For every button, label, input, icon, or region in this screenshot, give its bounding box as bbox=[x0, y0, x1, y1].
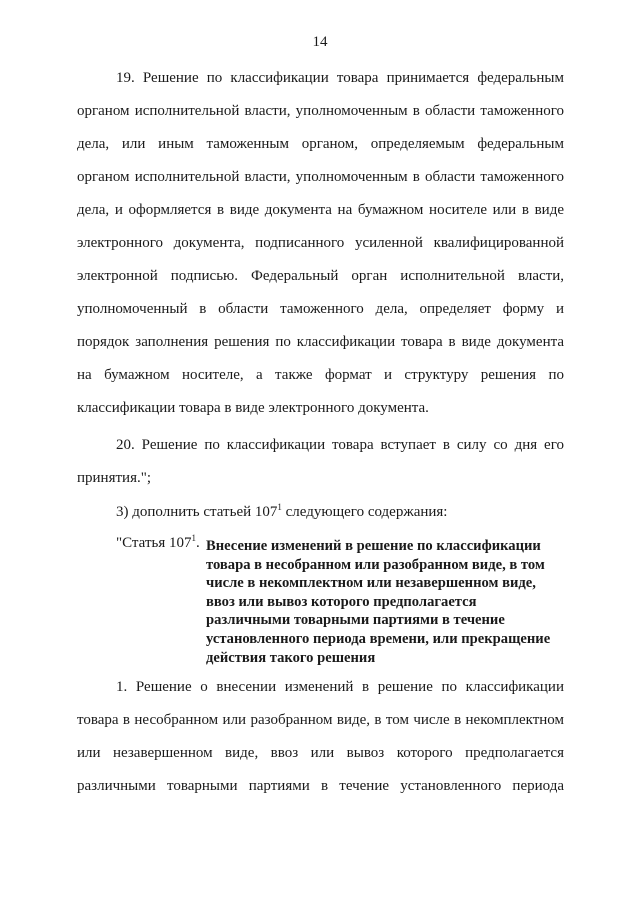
paragraph-line: принятия."; bbox=[77, 470, 152, 486]
article-title-line: ввоз или вывоз которого предполагается bbox=[206, 593, 477, 610]
item-3-text-after: следующего содержания: bbox=[281, 504, 448, 520]
paragraph-line: дела, или иным таможенным органом, определяемым федеральным bbox=[77, 136, 564, 152]
item-3-text-before: 3) дополнить статьей 107 bbox=[116, 504, 278, 520]
article-title-line: различными товарными партиями в течение bbox=[206, 612, 505, 629]
page-number: 14 bbox=[312, 34, 328, 50]
paragraph-line: органом исполнительной власти, уполномоченным в области таможенного bbox=[77, 169, 564, 185]
paragraph-line bbox=[116, 504, 564, 524]
article-label bbox=[116, 535, 200, 552]
article-title-line: товара в несобранном или разобранном виде, в том bbox=[206, 556, 545, 573]
paragraph-line: электронного документа, подписанного усиленной квалифицированной bbox=[77, 235, 564, 251]
paragraph-line: порядок заполнения решения по классификации товара в виде документа bbox=[77, 334, 564, 350]
article-suffix: . bbox=[195, 535, 200, 551]
paragraph-line: органом исполнительной власти, уполномоченным в области таможенного bbox=[77, 103, 564, 119]
article-title-line: установленного периода времени, или прекращение bbox=[206, 630, 551, 647]
paragraph-line: электронной подписью. Федеральный орган исполнительной власти, bbox=[77, 268, 564, 284]
paragraph-line: 1. Решение о внесении изменений в решение по классификации bbox=[116, 679, 564, 695]
article-title-line: числе в некомплектном или незавершенном виде, bbox=[206, 575, 536, 592]
paragraph-line: классификации товара в виде электронного документа. bbox=[77, 400, 429, 416]
paragraph-line: различными товарными партиями в течение установленного периода bbox=[77, 778, 564, 794]
paragraph-line: товара в несобранном или разобранном виде, в том числе в некомплектном bbox=[77, 712, 564, 728]
article-title-line: действия такого решения bbox=[206, 649, 376, 666]
article-title bbox=[206, 537, 562, 667]
paragraph-line: дела, и оформляется в виде документа на бумажном носителе или в виде bbox=[77, 202, 564, 218]
paragraph-line: 19. Решение по классификации товара принимается федеральным bbox=[116, 70, 564, 86]
paragraph-line: на бумажном носителе, а также формат и структуру решения по bbox=[77, 367, 564, 383]
paragraph-line: или незавершенном виде, ввоз или вывоз которого предполагается bbox=[77, 745, 564, 761]
paragraph-line: уполномоченный в области таможенного дела, определяет форму и bbox=[77, 301, 564, 317]
article-prefix: "Статья 107 bbox=[116, 535, 192, 551]
superscript: 1 bbox=[191, 533, 196, 543]
paragraph-line: 20. Решение по классификации товара вступает в силу со дня его bbox=[116, 437, 564, 453]
article-title-line: Внесение изменений в решение по классификации bbox=[206, 538, 541, 554]
superscript: 1 bbox=[277, 502, 282, 512]
